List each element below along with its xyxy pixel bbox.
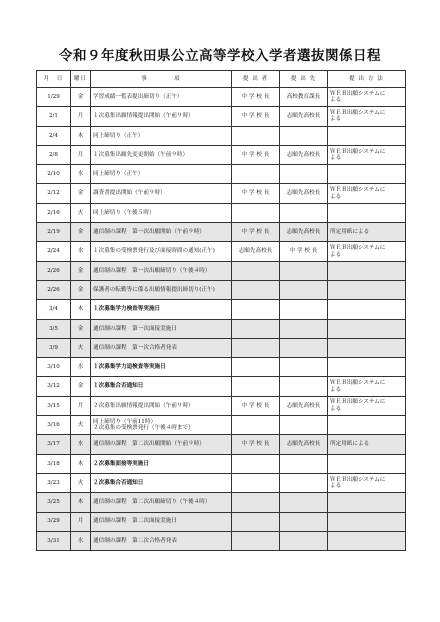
header-method: 提 出 方 法 bbox=[328, 71, 406, 88]
cell-weekday: 木 bbox=[71, 300, 91, 319]
cell-destination bbox=[280, 358, 328, 377]
cell-event bbox=[91, 126, 232, 145]
cell-date: 2/24 bbox=[37, 242, 71, 261]
cell-destination: 志願先高校長 bbox=[280, 145, 328, 164]
method-line: ＷＥＢ出願システムに bbox=[330, 110, 386, 117]
cell-date: 3/10 bbox=[37, 358, 71, 377]
cell-event bbox=[91, 473, 232, 492]
cell-submitter bbox=[232, 416, 280, 435]
cell-submitter: 中 学 校 長 bbox=[232, 396, 280, 415]
table-row bbox=[37, 261, 406, 280]
cell-submitter: 中 学 校 長 bbox=[232, 184, 280, 203]
cell-method bbox=[328, 493, 406, 512]
cell-destination bbox=[280, 203, 328, 222]
cell-method bbox=[328, 396, 406, 415]
cell-date: 3/31 bbox=[37, 531, 71, 550]
cell-submitter bbox=[232, 165, 280, 184]
cell-weekday: 金 bbox=[71, 184, 91, 203]
cell-submitter: 中 学 校 長 bbox=[232, 88, 280, 107]
method-line: よる bbox=[330, 155, 342, 162]
table-row bbox=[37, 493, 406, 512]
event-line: １次募集学力追検査等実施日 bbox=[93, 364, 166, 371]
cell-event bbox=[91, 300, 232, 319]
cell-weekday: 水 bbox=[71, 358, 91, 377]
cell-event bbox=[91, 435, 232, 454]
cell-weekday: 月 bbox=[71, 512, 91, 531]
table-row bbox=[37, 184, 406, 203]
table-row bbox=[37, 280, 406, 299]
cell-destination bbox=[280, 512, 328, 531]
cell-weekday: 月 bbox=[71, 145, 91, 164]
cell-weekday: 金 bbox=[71, 377, 91, 396]
method-line: ＷＥＢ出願システムに bbox=[330, 380, 386, 387]
cell-destination: 志願先高校長 bbox=[280, 435, 328, 454]
cell-weekday: 金 bbox=[71, 280, 91, 299]
cell-date: 3/17 bbox=[37, 435, 71, 454]
table-row bbox=[37, 454, 406, 473]
cell-event bbox=[91, 242, 232, 261]
cell-destination bbox=[280, 493, 328, 512]
cell-method bbox=[328, 280, 406, 299]
table-row bbox=[37, 416, 406, 435]
cell-event bbox=[91, 223, 232, 242]
event-line: 学習成績一覧表提出締切り（正午） bbox=[93, 93, 183, 100]
cell-method bbox=[328, 454, 406, 473]
cell-method bbox=[328, 261, 406, 280]
method-line: よる bbox=[330, 483, 342, 490]
cell-destination bbox=[280, 126, 328, 145]
event-line: 通信制の課程 第一次面接実施日 bbox=[93, 325, 177, 332]
method-line: ＷＥＢ出願システムに bbox=[330, 90, 386, 97]
table-row bbox=[37, 338, 406, 357]
event-line: 通信制の課程 第二次出願開始（午前９時） bbox=[93, 441, 205, 448]
cell-weekday: 水 bbox=[71, 165, 91, 184]
cell-event bbox=[91, 145, 232, 164]
method-line: よる bbox=[330, 405, 342, 412]
event-line: １次募集の受検票発行及び面接時間の通知(正午) bbox=[93, 248, 215, 255]
cell-submitter bbox=[232, 473, 280, 492]
cell-submitter: 中 学 校 長 bbox=[232, 145, 280, 164]
cell-method bbox=[328, 223, 406, 242]
cell-event bbox=[91, 319, 232, 338]
cell-destination: 高校教育課長 bbox=[280, 88, 328, 107]
cell-event bbox=[91, 107, 232, 126]
header-weekday: 曜日 bbox=[71, 71, 91, 88]
cell-weekday: 金 bbox=[71, 223, 91, 242]
event-line: ２次募集面接等実施日 bbox=[93, 460, 149, 467]
table-row bbox=[37, 512, 406, 531]
table-row bbox=[37, 358, 406, 377]
table-body bbox=[37, 88, 406, 551]
cell-submitter bbox=[232, 280, 280, 299]
event-line: 通信制の課程 第二次出願締切り（午後４時） bbox=[93, 499, 211, 506]
cell-method bbox=[328, 145, 406, 164]
event-line: ２次募集出願情報提出開始（午前９時） bbox=[93, 402, 194, 409]
cell-submitter: 中 学 校 長 bbox=[232, 435, 280, 454]
header-submitter: 提 出 者 bbox=[232, 71, 280, 88]
cell-destination bbox=[280, 473, 328, 492]
event-line: １次募集学力検査等実施日 bbox=[93, 306, 161, 313]
cell-destination bbox=[280, 416, 328, 435]
cell-submitter: 志願先高校長 bbox=[232, 242, 280, 261]
cell-date: 2/8 bbox=[37, 145, 71, 164]
cell-event bbox=[91, 396, 232, 415]
cell-weekday: 金 bbox=[71, 261, 91, 280]
method-line: ＷＥＢ出願システムに bbox=[330, 476, 386, 483]
event-line: １次募集出願先変更開始（午前９時） bbox=[93, 151, 189, 158]
method-line: よる bbox=[330, 193, 342, 200]
cell-event bbox=[91, 493, 232, 512]
cell-destination bbox=[280, 377, 328, 396]
cell-destination: 志願先高校長 bbox=[280, 223, 328, 242]
table-row bbox=[37, 126, 406, 145]
cell-method bbox=[328, 377, 406, 396]
cell-submitter: 中 学 校 長 bbox=[232, 223, 280, 242]
table-header-row bbox=[37, 71, 406, 88]
cell-event bbox=[91, 203, 232, 222]
cell-weekday: 火 bbox=[71, 416, 91, 435]
cell-method bbox=[328, 358, 406, 377]
cell-destination bbox=[280, 454, 328, 473]
cell-date: 2/1 bbox=[37, 107, 71, 126]
cell-date: 2/10 bbox=[37, 165, 71, 184]
cell-event bbox=[91, 184, 232, 203]
event-line: 通信制の課程 第一次合格者発表 bbox=[93, 344, 177, 351]
header-destination: 提 出 先 bbox=[280, 71, 328, 88]
cell-date: 3/23 bbox=[37, 473, 71, 492]
cell-weekday: 木 bbox=[71, 126, 91, 145]
cell-method bbox=[328, 203, 406, 222]
method-line: ＷＥＢ出願システムに bbox=[330, 187, 386, 194]
cell-destination: 志願先高校長 bbox=[280, 396, 328, 415]
cell-date: 3/15 bbox=[37, 396, 71, 415]
cell-submitter bbox=[232, 454, 280, 473]
table-row bbox=[37, 531, 406, 550]
cell-method bbox=[328, 512, 406, 531]
method-line: ＷＥＢ出願システムに bbox=[330, 148, 386, 155]
event-line: 保護者の転勤等に係る出願情報提出締切り(正午) bbox=[93, 286, 215, 293]
table-row bbox=[37, 435, 406, 454]
cell-destination: 志願先高校長 bbox=[280, 107, 328, 126]
cell-date: 3/5 bbox=[37, 319, 71, 338]
cell-weekday: 水 bbox=[71, 531, 91, 550]
cell-date: 2/16 bbox=[37, 203, 71, 222]
table-row bbox=[37, 165, 406, 184]
header-event: 事 項 bbox=[91, 71, 232, 88]
event-line: 調査書提出開始（午前９時） bbox=[93, 190, 166, 197]
cell-submitter bbox=[232, 319, 280, 338]
event-line: １次募集合否通知日 bbox=[93, 383, 144, 390]
event-line: 通信制の課程 第一次出願締切り（午後４時） bbox=[93, 267, 211, 274]
cell-event bbox=[91, 416, 232, 435]
cell-date: 3/18 bbox=[37, 454, 71, 473]
method-line: 所定用紙による bbox=[330, 441, 370, 448]
cell-destination bbox=[280, 531, 328, 550]
cell-destination bbox=[280, 300, 328, 319]
cell-event bbox=[91, 165, 232, 184]
cell-event bbox=[91, 377, 232, 396]
cell-weekday: 木 bbox=[71, 493, 91, 512]
table-row bbox=[37, 203, 406, 222]
cell-method bbox=[328, 184, 406, 203]
cell-date: 2/26 bbox=[37, 261, 71, 280]
cell-method bbox=[328, 338, 406, 357]
cell-submitter bbox=[232, 203, 280, 222]
cell-method bbox=[328, 126, 406, 145]
cell-destination bbox=[280, 319, 328, 338]
cell-event bbox=[91, 88, 232, 107]
cell-weekday: 月 bbox=[71, 107, 91, 126]
method-line: ＷＥＢ出願システムに bbox=[330, 399, 386, 406]
cell-date: 2/26 bbox=[37, 280, 71, 299]
table-row bbox=[37, 473, 406, 492]
cell-method bbox=[328, 319, 406, 338]
table-row bbox=[37, 396, 406, 415]
cell-submitter bbox=[232, 493, 280, 512]
table-row bbox=[37, 377, 406, 396]
cell-date: 2/12 bbox=[37, 184, 71, 203]
cell-destination bbox=[280, 165, 328, 184]
event-line: 同上締切り（午後５時） bbox=[93, 209, 155, 216]
header-date: 月 日 bbox=[37, 71, 71, 88]
cell-date: 3/16 bbox=[37, 416, 71, 435]
cell-event bbox=[91, 358, 232, 377]
cell-event bbox=[91, 454, 232, 473]
cell-weekday: 水 bbox=[71, 242, 91, 261]
event-line: 同上締切り（午前11時） bbox=[93, 418, 157, 425]
method-line: よる bbox=[330, 386, 342, 393]
table-row bbox=[37, 319, 406, 338]
cell-weekday: 火 bbox=[71, 473, 91, 492]
table-row bbox=[37, 107, 406, 126]
cell-event bbox=[91, 338, 232, 357]
cell-submitter bbox=[232, 261, 280, 280]
cell-event bbox=[91, 512, 232, 531]
cell-submitter bbox=[232, 338, 280, 357]
cell-method bbox=[328, 300, 406, 319]
cell-method bbox=[328, 416, 406, 435]
cell-method bbox=[328, 107, 406, 126]
cell-date: 2/19 bbox=[37, 223, 71, 242]
cell-event bbox=[91, 280, 232, 299]
cell-event bbox=[91, 531, 232, 550]
cell-destination: 中 学 校 長 bbox=[280, 242, 328, 261]
method-line: よる bbox=[330, 97, 342, 104]
cell-date: 3/4 bbox=[37, 300, 71, 319]
event-line: 通信制の課程 第二次面接実施日 bbox=[93, 518, 177, 525]
cell-date: 3/9 bbox=[37, 338, 71, 357]
cell-date: 3/29 bbox=[37, 512, 71, 531]
cell-method bbox=[328, 165, 406, 184]
cell-weekday: 月 bbox=[71, 396, 91, 415]
event-line: 通信制の課程 第二次合格者発表 bbox=[93, 537, 177, 544]
event-line: １次募集出願情報提出開始（午前９時） bbox=[93, 113, 194, 120]
table-row bbox=[37, 145, 406, 164]
cell-destination bbox=[280, 261, 328, 280]
cell-submitter bbox=[232, 531, 280, 550]
table-row bbox=[37, 242, 406, 261]
event-line: ２次募集合否通知日 bbox=[93, 479, 144, 486]
cell-submitter bbox=[232, 300, 280, 319]
event-line: ２次募集の受検票発行（午後４時まで） bbox=[93, 425, 194, 432]
cell-method bbox=[328, 242, 406, 261]
cell-event bbox=[91, 261, 232, 280]
cell-destination: 志願先高校長 bbox=[280, 184, 328, 203]
cell-destination bbox=[280, 338, 328, 357]
method-line: よる bbox=[330, 251, 342, 258]
cell-date: 3/12 bbox=[37, 377, 71, 396]
method-line: 所定用紙による bbox=[330, 229, 370, 236]
schedule-table bbox=[36, 70, 406, 551]
method-line: ＷＥＢ出願システムに bbox=[330, 245, 386, 252]
cell-submitter: 中 学 校 長 bbox=[232, 107, 280, 126]
cell-weekday: 火 bbox=[71, 203, 91, 222]
cell-weekday: 金 bbox=[71, 88, 91, 107]
event-line: 同上締切り（正午） bbox=[93, 132, 144, 139]
event-line: 通信制の課程 第一次出願開始（午前９時） bbox=[93, 229, 205, 236]
cell-submitter bbox=[232, 358, 280, 377]
method-line: よる bbox=[330, 116, 342, 123]
cell-submitter bbox=[232, 126, 280, 145]
cell-weekday: 火 bbox=[71, 338, 91, 357]
cell-method bbox=[328, 531, 406, 550]
cell-date: 2/4 bbox=[37, 126, 71, 145]
table-row bbox=[37, 88, 406, 107]
table-row bbox=[37, 300, 406, 319]
cell-weekday: 水 bbox=[71, 435, 91, 454]
cell-method bbox=[328, 88, 406, 107]
event-line: 同上締切り（正午） bbox=[93, 171, 144, 178]
cell-submitter bbox=[232, 512, 280, 531]
cell-submitter bbox=[232, 377, 280, 396]
cell-date: 3/25 bbox=[37, 493, 71, 512]
cell-method bbox=[328, 435, 406, 454]
cell-weekday: 木 bbox=[71, 454, 91, 473]
cell-date: 1/29 bbox=[37, 88, 71, 107]
cell-weekday: 金 bbox=[71, 319, 91, 338]
page-title: 令和９年度秋田県公立高等学校入学者選抜関係日程 bbox=[59, 48, 381, 64]
cell-method bbox=[328, 473, 406, 492]
cell-destination bbox=[280, 280, 328, 299]
table-row bbox=[37, 223, 406, 242]
